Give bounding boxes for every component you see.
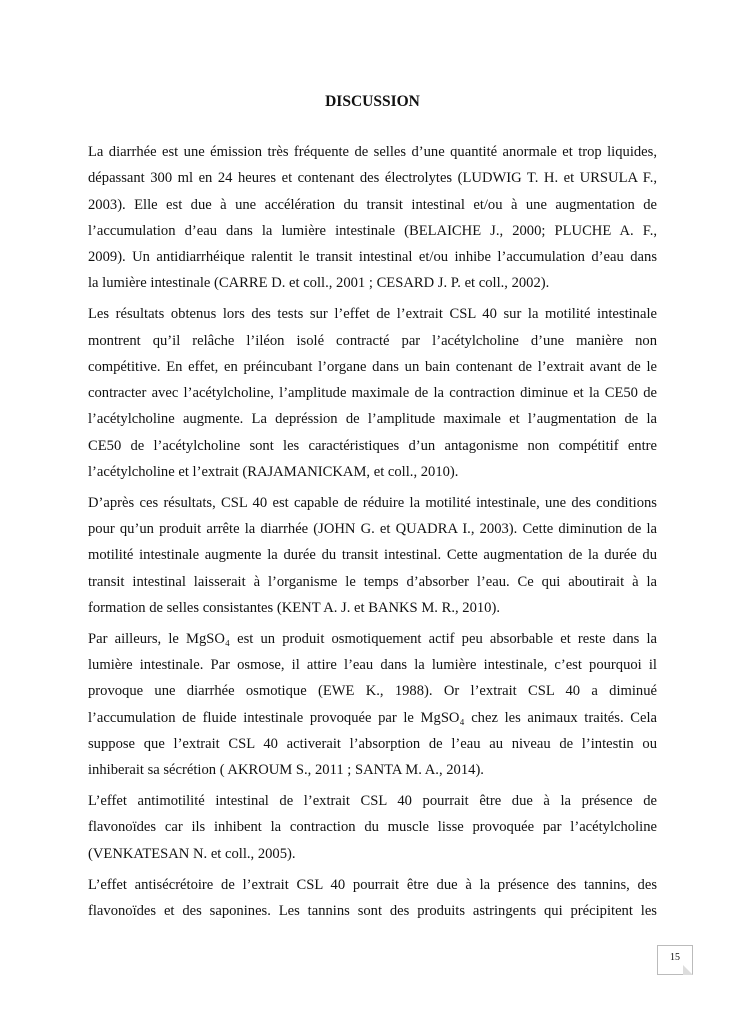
text-line: (VENKATESAN N. et coll., 2005). [88,845,296,862]
text-line: l’accumulation de fluide intestinale provoquée par le MgSO₄ chez les animaux traités. Cela [88,709,657,726]
document-body [88,139,657,929]
page-number-box [657,945,693,975]
text-line: flavonoïdes car ils inhibent la contraction du muscle lisse provoquée par l’acétylcholine [88,819,657,836]
text-line: transit intestinal laisserait à l’organisme le temps d’absorber l’eau. Ce qui aboutirait à la [88,573,657,590]
page-curl-icon [683,965,693,975]
text-line: l’accumulation d’eau dans la lumière intestinale (BELAICHE J., 2000; PLUCHE A. F., [88,222,657,239]
text-line: inhiberait sa sécrétion ( AKROUM S., 2011 ; SANTA M. A., 2014). [88,762,484,779]
text-line: contracter avec l’acétylcholine, l’amplitude maximale de la contraction diminue et la CE50 de [88,385,657,402]
text-line: motilité intestinale augmente la durée du transit intestinal. Cette augmentation de la durée du [88,547,657,564]
text-line: suppose que l’extrait CSL 40 activerait l’absorption de l’eau au niveau de l’intestin ou [88,736,657,753]
text-line: D’après ces résultats, CSL 40 est capable de réduire la motilité intestinale, une des conditions [88,494,657,511]
text-line: l’acétylcholine et l’extrait (RAJAMANICKAM, et coll., 2010). [88,464,459,481]
paragraph [88,301,657,485]
text-line: Les résultats obtenus lors des tests sur l’effet de l’extrait CSL 40 sur la motilité intestinale [88,306,657,323]
text-line: L’effet antimotilité intestinal de l’extrait CSL 40 pourrait être due à la présence de [88,793,657,810]
text-line: formation de selles consistantes (KENT A. J. et BANKS M. R., 2010). [88,600,500,617]
text-line: pour qu’un produit arrête la diarrhée (JOHN G. et QUADRA I., 2003). Cette diminution de la [88,521,657,538]
text-line: montrent qu’il relâche l’iléon isolé contracté par l’acétylcholine d’une manière non [88,332,657,349]
page-number: 15 [670,952,680,963]
text-line: 2009). Un antidiarrhéique ralentit le transit intestinal et/ou inhibe l’accumulation d’eau dans [88,249,657,266]
text-line: Par ailleurs, le MgSO₄ est un produit osmotiquement actif peu absorbable et reste dans la [88,630,657,647]
text-line: lumière intestinale. Par osmose, il attire l’eau dans la lumière intestinale, c’est pourquoi il [88,657,657,674]
text-line: la lumière intestinale (CARRE D. et coll., 2001 ; CESARD J. P. et coll., 2002). [88,275,550,292]
text-line: L’effet antisécrétoire de l’extrait CSL 40 pourrait être due à la présence des tannins, des [88,876,657,893]
paragraph [88,626,657,784]
paragraph [88,788,657,867]
text-line: CE50 de l’acétylcholine sont les caractéristiques d’un antagonisme non compétitif entre [88,437,657,454]
paragraph [88,872,657,925]
paragraph [88,139,657,297]
text-line: dépassant 300 ml en 24 heures et contenant des électrolytes (LUDWIG T. H. et URSULA F., [88,170,657,187]
text-line: l’acétylcholine augmente. La depréssion de l’amplitude maximale et l’augmentation de la [88,411,657,428]
paragraph [88,490,657,621]
page-title: DISCUSSION [325,93,420,110]
text-line: flavonoïdes et des saponines. Les tannins sont des produits astringents qui précipitent les [88,902,657,919]
text-line: La diarrhée est une émission très fréquente de selles d’une quantité anormale et trop liquides, [88,144,657,160]
text-line: compétitive. En effet, en préincubant l’organe dans un bain contenant de l’extrait avant de le [88,358,657,375]
text-line: provoque une diarrhée osmotique (EWE K., 1988). Or l’extrait CSL 40 a diminué [88,683,657,700]
text-line: 2003). Elle est due à une accélération du transit intestinal et/ou à une augmentation de [88,196,657,213]
